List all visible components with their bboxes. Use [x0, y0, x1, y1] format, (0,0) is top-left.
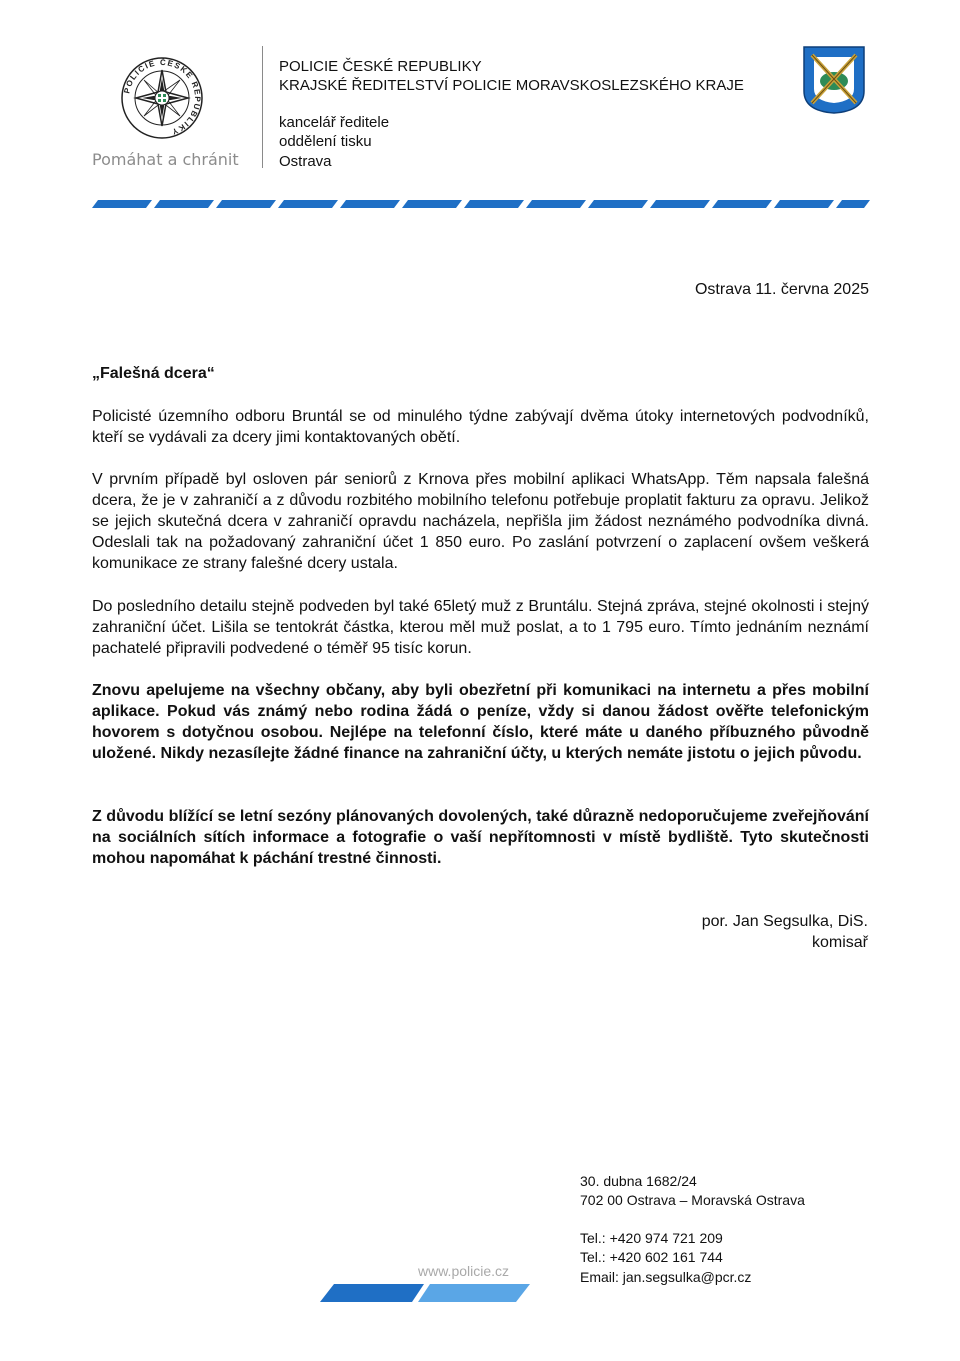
address-street: 30. dubna 1682/24: [580, 1173, 697, 1189]
org-region: KRAJSKÉ ŘEDITELSTVÍ POLICIE MORAVSKOSLEZSKÉHO KRAJE: [279, 77, 744, 94]
signature-name: por. Jan Segsulka, DiS.: [701, 913, 868, 930]
website-url: www.policie.cz: [418, 1263, 510, 1279]
signature-rank: komisař: [811, 934, 868, 951]
footer-stripe: [320, 1284, 530, 1302]
document-date: Ostrava 11. června 2025: [694, 281, 869, 298]
paragraph-intro: Policisté územního odboru Bruntál se od minulého týdne zabývají dvěma útoky internetových podvodníků, kteří se vydávali za dcery jimi kontaktovaných obětí.: [92, 408, 869, 446]
address-city: 702 00 Ostrava – Moravská Ostrava: [580, 1192, 805, 1208]
header-stripe: [92, 200, 870, 208]
regional-emblem-icon: [802, 45, 866, 115]
paragraph-second-case: Do posledního detailu stejně podveden byl také 65letý muž z Bruntálu. Stejná zpráva, stejné okolnosti i stejný zahraniční účet. Lišila se tentokrát částka, kterou měl muž poslat, a to 1 795 euro. Tímto jednáním neznámí pachatelé připravili podvedené o téměř 95 tisíc korun.: [92, 598, 869, 657]
department-office: kancelář ředitele: [279, 114, 390, 131]
org-name: POLICIE ČESKÉ REPUBLIKY: [279, 58, 482, 75]
logo-ring-text: POLICIE ČESKÉ REPUBLIKY: [122, 57, 203, 137]
department-city: Ostrava: [279, 153, 332, 170]
email-address: Email: jan.segsulka@pcr.cz: [580, 1269, 752, 1285]
police-star-logo-icon: [120, 56, 204, 140]
paragraph-warning: Z důvodu blížící se letní sezóny plánovaných dovolených, také důrazně nedoporučujeme zveřejňování na sociálních sítích informace a fotografie o vaší nepřítomnosti v místě bydliště. Tyto skutečnosti mohou napomáhat k páchání trestné činnosti.: [92, 808, 869, 867]
paragraph-appeal: Znovu apelujeme na všechny občany, aby byli obezřetní při komunikaci na internetu a přes mobilní aplikace. Pokud vás známý nebo rodina žádá o peníze, vždy si danou žádost ověřte telefonickým hovorem s dotyčnou osobou. Nejlépe na telefonní číslo, které máte u daného příbuzného původně uložené. Nikdy nezasílejte žádné finance na zahraniční účty, u kterých nemáte jistotu o jejich původu.: [92, 682, 869, 762]
phone-1: Tel.: +420 974 721 209: [580, 1230, 723, 1246]
department-press: oddělení tisku: [279, 133, 372, 150]
header-divider: [262, 46, 263, 168]
press-release-title: „Falešná dcera“: [92, 365, 215, 382]
phone-2: Tel.: +420 602 161 744: [580, 1249, 723, 1265]
paragraph-first-case: V prvním případě byl osloven pár seniorů z Krnova přes mobilní aplikaci WhatsApp. Těm napsala falešná dcera, že je v zahraničí a z důvodu rozbitého mobilního telefonu potřebuje proplatit fakturu za opravu. Jelikož se jejich skutečná dcera v zahraničí opravdu nacházela, nepřišla jim žádost neznámého podvodníka divná. Odeslali tak na požadovaný zahraniční účet 1 850 euro. Po zaslání potvrzení o zaplacení ovšem veškerá komunikace ze strany falešné dcery ustala.: [92, 471, 869, 572]
motto: Pomáhat a chránit: [92, 150, 239, 169]
